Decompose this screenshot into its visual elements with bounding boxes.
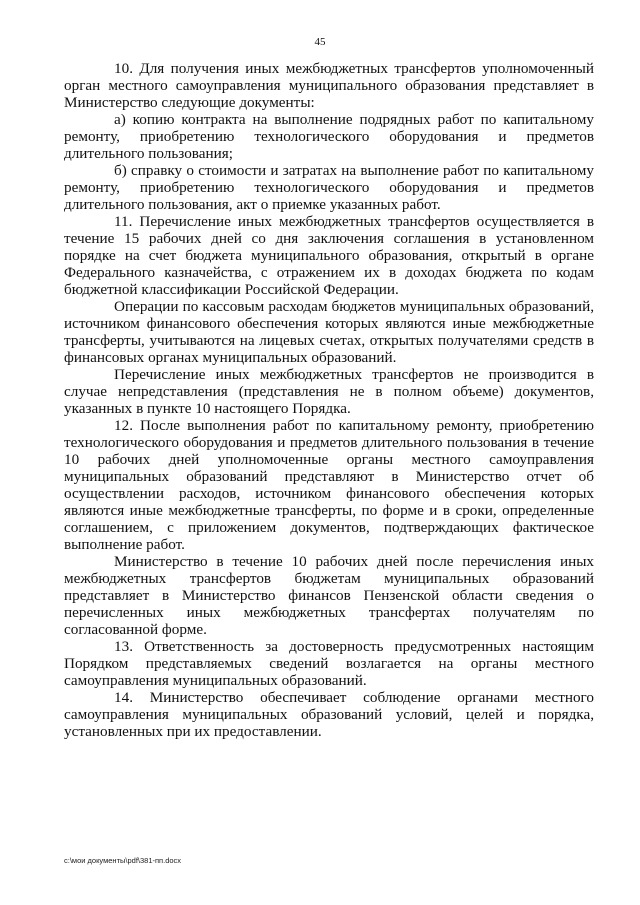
document-body <box>64 60 594 740</box>
page-number: 45 <box>314 36 326 48</box>
paragraph-11-operations: Операции по кассовым расходам бюджетов муниципальных образований, источником финансового обеспечения которых являются иные межбюджетные трансферты, учитываются на лицевых счетах, открытых получателями средств в финансовых органах муниципальных образований. <box>64 298 594 366</box>
paragraph-11: 11. Перечисление иных межбюджетных трансфертов осуществляется в течение 15 рабочих дней со дня заключения соглашения в установленном порядке на счет бюджета муниципального образования, открытый в органе Федерального казначейства, с отражением их в доходах бюджета по кодам бюджетной классификации Российской Федерации. <box>64 213 594 298</box>
footer-file-path: c:\мои документы\pdf\381-пп.docx <box>64 856 182 865</box>
paragraph-10: 10. Для получения иных межбюджетных трансфертов уполномоченный орган местного самоуправления муниципального образования представляет в Министерство следующие документы: <box>64 60 594 111</box>
paragraph-11-non-transfer: Перечисление иных межбюджетных трансфертов не производится в случае непредставления (представления не в полном объеме) документов, указанных в пункте 10 настоящего Порядка. <box>64 366 594 417</box>
paragraph-14: 14. Министерство обеспечивает соблюдение органами местного самоуправления муниципальных образований условий, целей и порядка, установленных при их предоставлении. <box>64 689 594 740</box>
paragraph-10a: а) копию контракта на выполнение подрядных работ по капитальному ремонту, приобретению технологического оборудования и предметов длительного пользования; <box>64 111 594 162</box>
paragraph-10b: б) справку о стоимости и затратах на выполнение работ по капитальному ремонту, приобретению технологического оборудования и предметов длительного пользования, акт о приемке указанных работ. <box>64 162 594 213</box>
paragraph-12: 12. После выполнения работ по капитальному ремонту, приобретению технологического оборудования и предметов длительного пользования в течение 10 рабочих дней уполномоченные органы местного самоуправления муниципальных образований представляют в Министерство отчет об осуществлении расходов, источником финансового обеспечения которых являются иные межбюджетные трансферты, по форме и в сроки, определенные соглашением, с приложением документов, подтверждающих фактическое выполнение работ. <box>64 417 594 553</box>
paragraph-13: 13. Ответственность за достоверность предусмотренных настоящим Порядком представляемых сведений возлагается на органы местного самоуправления муниципальных образований. <box>64 638 594 689</box>
paragraph-12-ministry: Министерство в течение 10 рабочих дней после перечисления иных межбюджетных трансфертов бюджетам муниципальных образований представляет в Министерство финансов Пензенской области сведения о перечисленных иных межбюджетных трансфертах получателям по согласованной форме. <box>64 553 594 638</box>
